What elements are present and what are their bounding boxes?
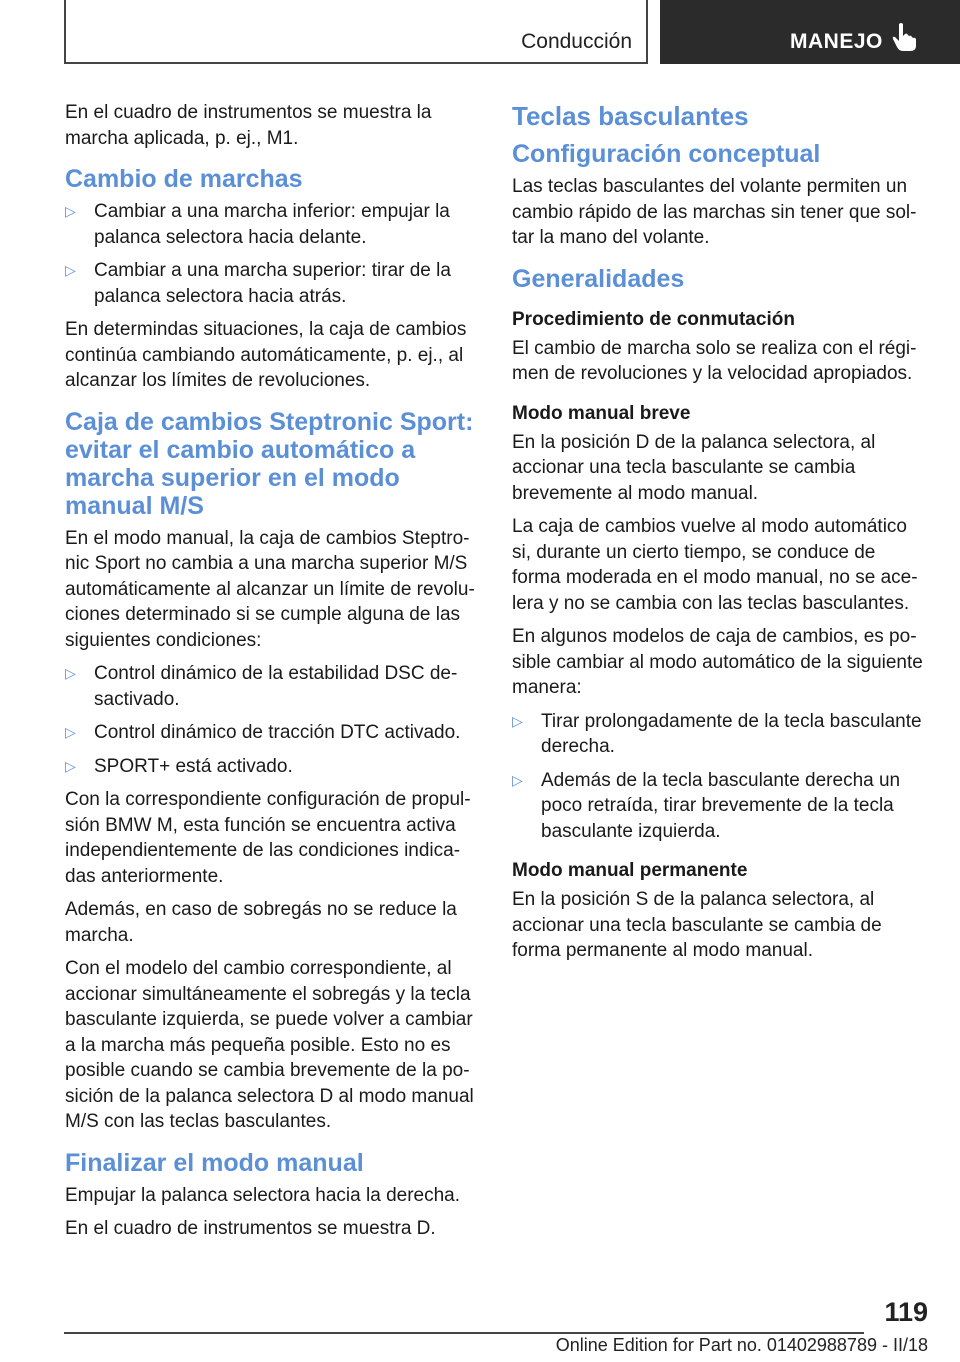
intro-paragraph: En el cuadro de instrumentos se muestra la marcha aplicada, p. ej., M1. (65, 102, 432, 149)
list-item: ▷ SPORT+ está activado. (65, 754, 475, 780)
cambio-list (65, 199, 475, 309)
heading-modo-breve: Modo manual breve (512, 402, 691, 424)
perm-paragraph: En la posición S de la palanca selectora, al accionar una tecla basculante se cambia de forma permanente al modo manual. (512, 889, 882, 961)
header-section-box (64, 0, 648, 64)
heading-finalizar: Finalizar el modo manual (65, 1148, 364, 1177)
heading-cambio-de-marchas: Cambio de marchas (65, 165, 303, 193)
left-column (65, 100, 475, 1250)
header-chapter-title: MANEJO (790, 30, 883, 53)
breve-paragraph-1: En la posición D de la palanca selectora, al accionar una tecla basculante se cambia brevemente al modo manual. (512, 431, 876, 504)
breve-paragraph-3: En algunos modelos de caja de cambios, es posible cambiar al modo automático de la siguiente manera: (512, 626, 923, 698)
steptronic-list (65, 661, 475, 779)
triangle-bullet-icon: ▷ (65, 665, 76, 681)
right-column (512, 100, 926, 972)
breve-list (512, 709, 926, 845)
heading-generalidades: Generalidades (512, 264, 685, 293)
triangle-bullet-icon: ▷ (512, 712, 523, 729)
sobregas-paragraph: Además, en caso de sobregás no se reduce la marcha. (65, 899, 457, 946)
steptronic-paragraph: En el modo manual, la caja de cambios Steptronic Sport no cambia a una marcha superior M/S automáticamente al alcanzar un límite de revoluciones determinado si se cumple alguna de las siguientes condiciones: (65, 527, 475, 651)
footer-edition: Online Edition for Part no. 01402988789 - II/18 (555, 1335, 928, 1355)
propulsion-paragraph: Con la correspondiente configuración de propulsión BMW M, esta función se encuentra activa independientemente de las condiciones indicadas anteriormente. (65, 789, 471, 887)
header-section-title: Conducción (521, 30, 632, 53)
cambio-paragraph: En determindas situaciones, la caja de cambios continúa cambiando automáticamente, p. ej., al alcanzar los límites de revoluciones. (65, 319, 467, 391)
heading-teclas-basculantes: Teclas basculantes (512, 101, 749, 131)
finalizar-paragraph-1: Empujar la palanca selectora hacia la derecha. (65, 1184, 461, 1206)
modelo-paragraph: Con el modelo del cambio correspondiente, al accionar simultáneamente el sobregás y la tecla basculante izquierda, se puede volver a cambiar a la marcha más pequeña posible. Esto no es posible cuando se cambia brevemente de la posición de la palanca selectora D al modo manual M/S con las teclas basculantes. (65, 958, 474, 1132)
heading-procedimiento: Procedimiento de conmutación (512, 308, 795, 330)
triangle-bullet-icon: ▷ (512, 771, 523, 788)
config-paragraph: Las teclas basculantes del volante permiten un cambio rápido de las marchas sin tener que soltar la mano del volante. (512, 176, 917, 248)
header-chapter-tab (660, 0, 960, 64)
list-item: ▷ Control dinámico de la estabilidad DSC desactivado. (65, 663, 458, 710)
list-item: ▷ Control dinámico de tracción DTC activado. (65, 720, 475, 746)
list-item: ▷ Cambiar a una marcha inferior: empujar la palanca selectora hacia delante. (65, 201, 450, 248)
page-number: 119 (884, 1297, 928, 1327)
finalizar-paragraph-2: En el cuadro de instrumentos se muestra D. (65, 1218, 436, 1239)
heading-configuracion: Configuración conceptual (512, 140, 821, 168)
list-item: ▷ Cambiar a una marcha superior: tirar de la palanca selectora hacia atrás. (65, 260, 451, 307)
heading-steptronic: Caja de cambios Steptronic Sport: evitar el cambio automático a marcha superior en el modo manual M/S (65, 407, 474, 520)
triangle-bullet-icon: ▷ (65, 203, 76, 219)
triangle-bullet-icon: ▷ (65, 757, 76, 774)
proc-paragraph: El cambio de marcha solo se realiza con el régimen de revoluciones y la velocidad apropiados. (512, 337, 917, 384)
list-item: ▷ Tirar prolongadamente de la tecla basculante derecha. (512, 710, 922, 757)
breve-paragraph-2: La caja de cambios vuelve al modo automático si, durante un cierto tiempo, se conduce de forma moderada en el modo manual, no se acelera y no se cambia con las teclas basculantes. (512, 516, 918, 614)
triangle-bullet-icon: ▷ (65, 724, 76, 740)
footer-divider (64, 1332, 864, 1334)
heading-modo-permanente: Modo manual permanente (512, 860, 748, 881)
hand-pointer-icon (892, 22, 918, 52)
triangle-bullet-icon: ▷ (65, 262, 76, 278)
list-item: ▷ Además de la tecla basculante derecha un poco retraída, tirar brevemente de la tecla basculante izquierda. (512, 769, 901, 842)
